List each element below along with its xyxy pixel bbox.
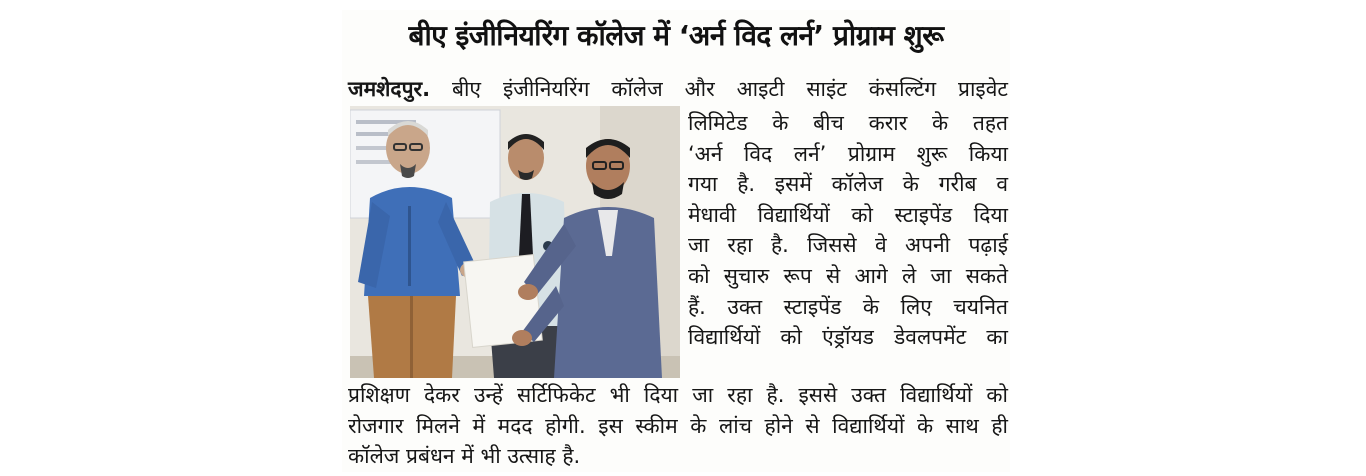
- news-photo: [350, 106, 680, 378]
- article-dateline: जमशेदपुर.: [348, 77, 431, 101]
- article-line: कॉलेज प्रबंधन में भी उत्साह है.: [348, 444, 581, 469]
- article-line: जा रहा है. जिससे वे अपनी पढ़ाई: [688, 233, 1008, 258]
- article-lead-line: [348, 74, 1008, 104]
- article-headline: बीए इंजीनियरिंग कॉलेज में ‘अर्न विद लर्न’ प्रोग्राम शुरू: [408, 19, 944, 52]
- article-line: मेधावी विद्यार्थियों को स्टाइपेंड दिया: [688, 202, 1008, 227]
- newspaper-clipping: [342, 10, 1010, 472]
- article-line: रोजगार मिलने में मदद होगी. इस स्कीम के लांच होने से विद्यार्थियों के साथ ही: [348, 413, 1008, 438]
- article-line: विद्यार्थियों को एंड्रॉयड डेवलपमेंट का: [688, 325, 1008, 350]
- article-line: को सुचारु रूप से आगे ले जा सकते: [688, 263, 1008, 288]
- article-line: हैं. उक्त स्टाइपेंड के लिए चयनित: [688, 294, 1008, 319]
- article-line: ‘अर्न विद लर्न’ प्रोग्राम शुरू किया: [688, 141, 1008, 166]
- article-body-full: [348, 380, 1008, 472]
- article-line: गया है. इसमें कॉलेज के गरीब व: [688, 172, 1008, 197]
- article-line: प्रशिक्षण देकर उन्हें सर्टिफिकेट भी दिया जा रहा है. इससे उक्त विद्यार्थियों को: [348, 383, 1008, 407]
- news-photo-illustration: [350, 106, 680, 378]
- article-body-wrapped: [688, 108, 1008, 353]
- article-line: लिमिटेड के बीच करार के तहत: [688, 111, 1008, 135]
- article-lead-text: बीए इंजीनियरिंग कॉलेज और आइटी साइंट कंसल्टिंग प्राइवेट: [430, 77, 1008, 101]
